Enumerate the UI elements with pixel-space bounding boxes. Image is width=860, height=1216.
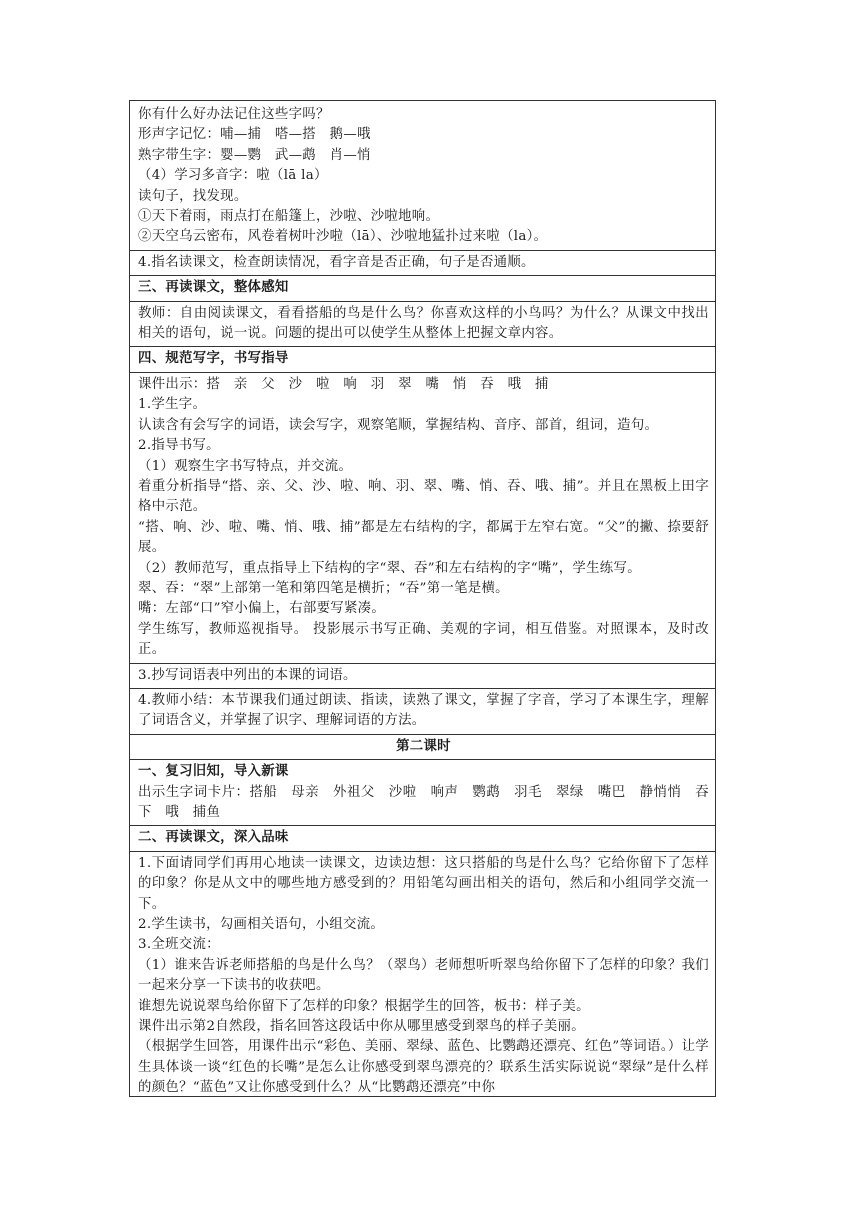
paragraph: （根据学生回答，用课件出示“彩色、美丽、翠绿、蓝色、比鹦鹉还漂亮、红色”等词语。）让学生具体谈一谈“红色的长嘴”是怎么让你感受到翠鸟漂亮的？联系生活实际说说“翠绿”是什么样的颜色？“蓝色”又让你感受到什么？从“比鹦鹉还漂亮”中你 (138, 1039, 709, 1096)
row-divider (130, 275, 715, 276)
row-divider (130, 759, 715, 760)
text-line: 你有什么好办法记住这些字吗？ (138, 107, 330, 122)
text-line: 形声字记忆：哺—捕 嗒—搭 鹅—哦 (138, 127, 371, 143)
text-line: 3.抄写词语表中列出的本课的词语。 (138, 667, 357, 683)
text-line: 翠、吞：“翠”上部第一笔和第四笔是横折；“吞”第一笔是横。 (138, 580, 509, 596)
text-line: 1.学生字。 (138, 397, 207, 413)
text-line: （2）教师范写，重点指导上下结构的字“翠、吞”和左右结构的字“嘴”，学生练写。 (138, 560, 641, 576)
document-content (138, 105, 709, 1099)
text-line: ②天空乌云密布，风卷着树叶沙啦（lā）、沙啦地猛扑过来啦（la）。 (138, 229, 548, 245)
row-divider (130, 851, 715, 852)
row-divider (130, 688, 715, 689)
text-line: 课件出示第2自然段，指名回答这段话中你从哪里感受到翠鸟的样子美丽。 (138, 1019, 585, 1035)
section-heading: 二、再读课文，深入品味 (138, 830, 289, 846)
section-heading: 一、复习旧知，导入新课 (138, 764, 289, 780)
text-line: 2.指导书写。 (138, 438, 220, 454)
text-line: 课件出示：搭 亲 父 沙 啦 响 羽 翠 嘴 悄 吞 哦 捕 (138, 376, 549, 392)
paragraph: 4.教师小结：本节课我们通过朗读、指读，读熟了课文，掌握了字音，学习了本课生字，理解了词语含义，并掌握了识字、理解词语的方法。 (138, 692, 709, 729)
text-line: 熟字带生字：婴—鹦 武—鹉 肖—悄 (138, 147, 371, 163)
row-divider (130, 346, 715, 347)
text-line: ①天下着雨，雨点打在船篷上，沙啦、沙啦地响。 (138, 209, 440, 225)
text-line: 读句子，找发现。 (138, 188, 248, 204)
text-line: （1）观察生字书写特点，并交流。 (138, 458, 353, 474)
text-line: 2.学生读书，勾画相关语句，小组交流。 (138, 917, 385, 933)
text-line: 认读含有会写字的词语，读会写字，观察笔顺，掌握结构、音序、部首，组词，造句。 (138, 417, 659, 433)
lesson-title: 第二课时 (396, 738, 451, 754)
section-heading: 四、规范写字，书写指导 (138, 351, 289, 367)
text-line: 嘴：左部“口”窄小偏上，右部要写紧凑。 (138, 601, 386, 617)
paragraph: 着重分析指导“搭、亲、父、沙、啦、响、羽、翠、嘴、悄、吞、哦、捕”。并且在黑板上田字格中示范。 (138, 478, 709, 515)
row-divider (130, 663, 715, 664)
section-heading: 三、再读课文，整体感知 (138, 280, 289, 296)
paragraph: “搭、响、沙、啦、嘴、悄、哦、捕”都是左右结构的字，都属于左窄右宽。“父”的撇、捺要舒展。 (138, 519, 709, 556)
text-line: 3.全班交流： (138, 937, 220, 953)
text-line: 谁想先说说翠鸟给你留下了怎样的印象？根据学生的回答，板书：样子美。 (138, 998, 590, 1014)
document-table (129, 100, 716, 1097)
paragraph: 教师：自由阅读课文，看看搭船的鸟是什么鸟？你喜欢这样的小鸟吗？为什么？从课文中找出相关的语句，说一说。问题的提出可以使学生从整体上把握文章内容。 (138, 305, 709, 342)
paragraph: 1.下面请同学们再用心地读一读课文，边读边想：这只搭船的鸟是什么鸟？它给你留下了怎样的印象？你是从文中的哪些地方感受到的？用铅笔勾画出相关的语句，然后和小组同学交流一下。 (138, 855, 709, 912)
text-line: （4）学习多音字：啦（lā la） (138, 168, 328, 184)
paragraph: 出示生字词卡片：搭船 母亲 外祖父 沙啦 响声 鹦鹉 羽毛 翠绿 嘴巴 静悄悄 吞下 哦 捕鱼 (138, 784, 709, 820)
row-divider (130, 301, 715, 302)
row-divider (130, 734, 715, 735)
paragraph: （1）谁来告诉老师搭船的鸟是什么鸟？（翠鸟）老师想听听翠鸟给你留下了怎样的印象？我们一起来分享一下读书的收获吧。 (138, 957, 709, 994)
row-divider (130, 825, 715, 826)
row-divider (130, 250, 715, 251)
paragraph: 学生练写，教师巡视指导。 投影展示书写正确、美观的字词，相互借鉴。对照课本，及时改正。 (138, 621, 709, 658)
text-line: 4.指名读课文，检查朗读情况，看字音是否正确，句子是否通顺。 (138, 254, 535, 270)
row-divider (130, 372, 715, 373)
